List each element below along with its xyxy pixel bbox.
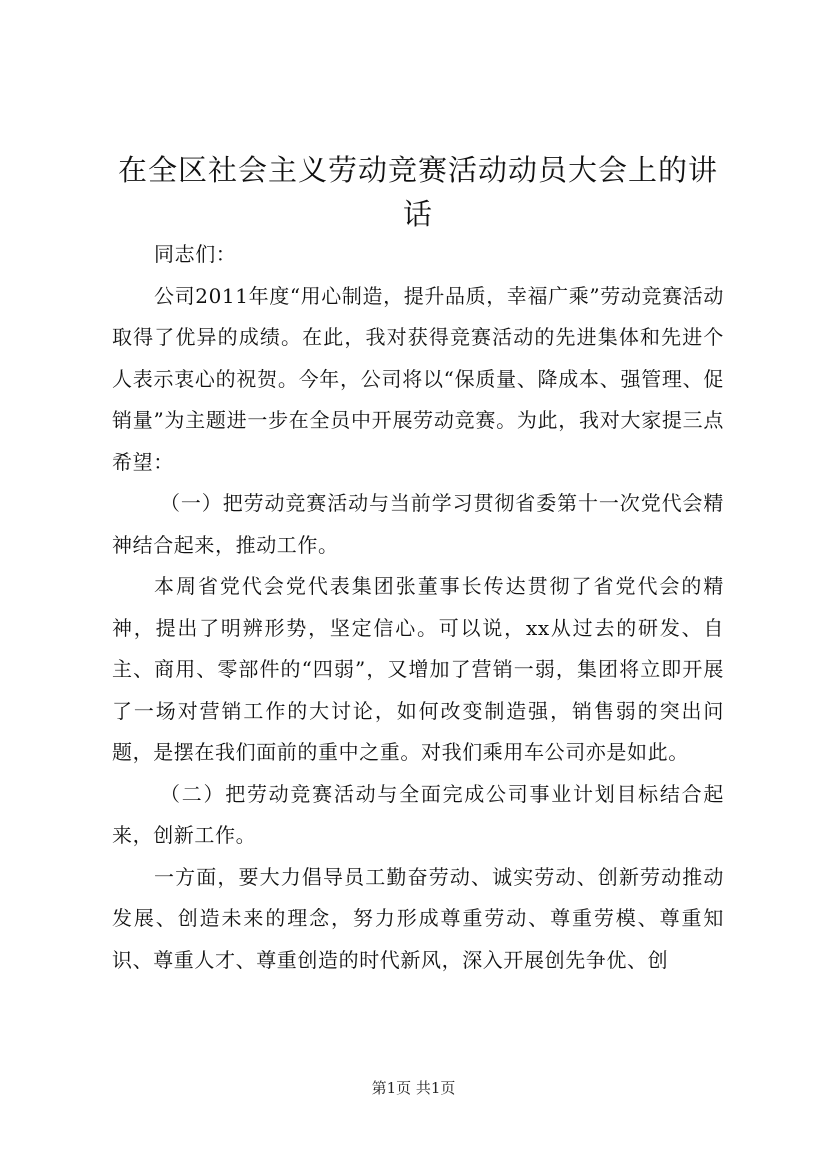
greeting: 同志们：	[154, 242, 237, 266]
page-footer: 第1页 共1页	[371, 1079, 456, 1097]
paragraph-section-two: 一方面，要大力倡导员工勤奋劳动、诚实劳动、创新劳动推动发展、创造未来的理念，努力形成尊重劳动、尊重劳模、尊重知识、尊重人才、尊重创造的时代新风，深入开展创先争优、创	[112, 864, 724, 972]
section-heading-two: （二）把劳动竞赛活动与全面完成公司事业计划目标结合起来，创新工作。	[112, 781, 724, 847]
section-heading-one: （一）把劳动竞赛活动与当前学习贯彻省委第十一次党代会精神结合起来，推动工作。	[112, 491, 724, 557]
document-title: 在全区社会主义劳动竞赛活动动员大会上的讲话	[117, 153, 718, 231]
document-body	[112, 234, 724, 981]
paragraph-section-one: 本周省党代会党代表集团张董事长传达贯彻了省党代会的精神，提出了明辨形势，坚定信心。可以说，xx从过去的研发、自主、商用、零部件的“四弱”，又增加了营销一弱，集团将立即开展了一场对营销工作的大讨论，如何改变制造强，销售弱的突出问题，是摆在我们面前的重中之重。对我们乘用车公司亦是如此。	[112, 574, 724, 764]
paragraph-intro: 公司2011年度“用心制造，提升品质，幸福广乘”劳动竞赛活动取得了优异的成绩。在此，我对获得竞赛活动的先进集体和先进个人表示衷心的祝贺。今年，公司将以“保质量、降成本、强管理、促销量”为主题进一步在全员中开展劳动竞赛。为此，我对大家提三点希望：	[112, 283, 724, 474]
